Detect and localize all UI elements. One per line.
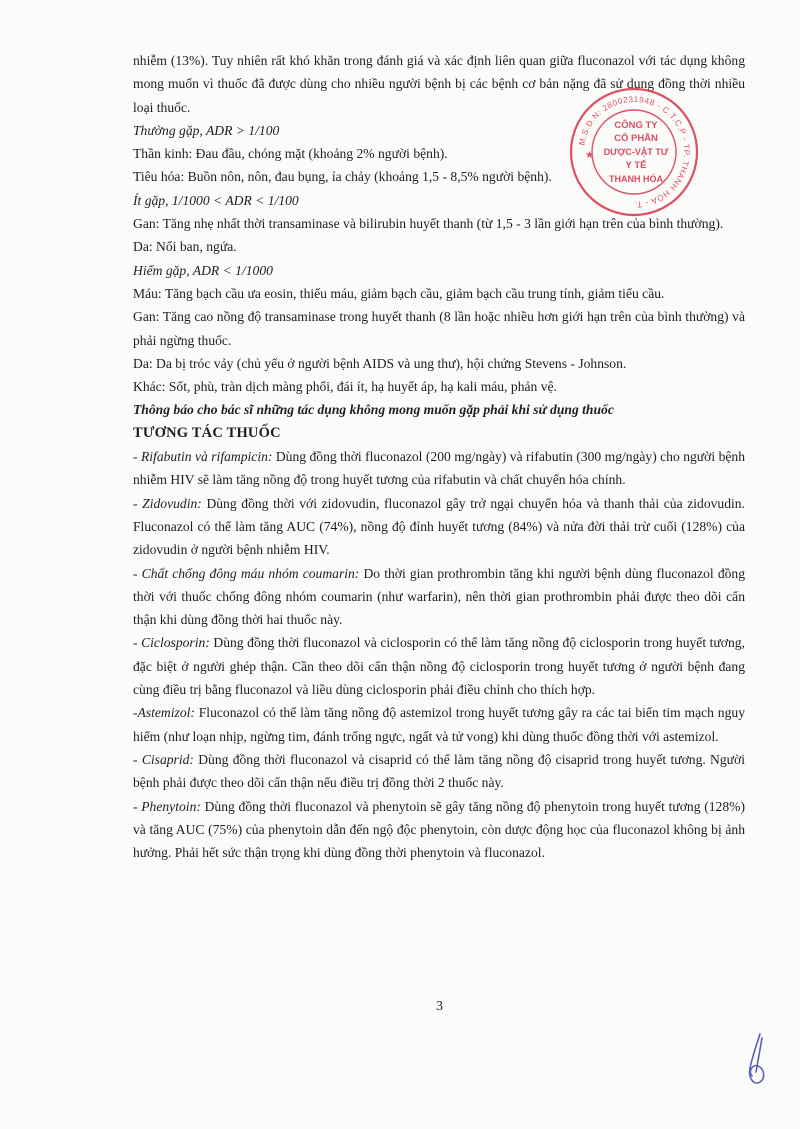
signature-mark bbox=[738, 1032, 778, 1088]
stamp-ring-text: M.S.D.N: 2800231948 - C.T.C.P - TP. THANH HÓA - T. bbox=[577, 94, 692, 210]
rare-adr-item: Khác: Sốt, phù, tràn dịch màng phổi, đái ít, hạ huyết áp, hạ kali máu, phản vệ. bbox=[133, 379, 557, 395]
stamp-line: CỔ PHẦN bbox=[614, 133, 658, 144]
interaction-text: Dùng đồng thời fluconazol và phenytoin sẽ gây tăng nồng độ phenytoin trong huyết tương (128%) và tăng AUC (75%) của phenytoin dẫn đến ngộ độc phenytoin, còn dược động học của fluconazol không bị ảnh hưởng. Phải hết sức thận trọng khi dùng đồng thời phenytoin và fluconazol. bbox=[133, 798, 745, 861]
interaction-item bbox=[133, 701, 745, 748]
interaction-item bbox=[133, 795, 745, 865]
interactions-heading: TƯƠNG TÁC THUỐC bbox=[133, 424, 281, 441]
stamp-line: CÔNG TY bbox=[614, 120, 658, 131]
interaction-text: Fluconazol có thể làm tăng nồng độ astemizol trong huyết tương gây ra các tai biến tim mạch nguy hiểm (như loạn nhịp, ngừng tim, đánh trống ngực, ngất và tử vong) khi dùng thuốc đồng thời với astemizol. bbox=[133, 705, 745, 744]
doctor-notice: Thông báo cho bác sĩ những tác dụng không mong muốn gặp phải khi sử dụng thuốc bbox=[133, 402, 614, 418]
interaction-drug-name: Ciclosporin: bbox=[141, 635, 210, 651]
interaction-drug-name: Phenytoin: bbox=[141, 798, 201, 814]
interaction-drug-name: Zidovudin: bbox=[142, 495, 202, 511]
common-adr-heading: Thường gặp, ADR > 1/100 bbox=[133, 122, 280, 138]
signature-stroke bbox=[750, 1034, 764, 1083]
interaction-item bbox=[133, 748, 745, 795]
interaction-item bbox=[133, 492, 745, 562]
page-number: 3 bbox=[436, 999, 443, 1014]
rare-adr-item: Da: Da bị tróc vảy (chủ yếu ở người bệnh AIDS và ung thư), hội chứng Stevens - Johnson. bbox=[133, 355, 627, 371]
rare-adr-item: Gan: Tăng cao nồng độ transaminase trong huyết thanh (8 lần hoặc nhiều hơn giới hạn trên của bình thường) và phải ngừng thuốc. bbox=[133, 309, 745, 348]
interaction-dash: - bbox=[133, 798, 142, 814]
interaction-drug-name: Astemizol: bbox=[137, 705, 195, 721]
uncommon-adr-heading: Ít gặp, 1/1000 < ADR < 1/100 bbox=[133, 192, 299, 208]
interaction-text: Dùng đồng thời fluconazol (200 mg/ngày) và rifabutin (300 mg/ngày) cho người bệnh nhiễm HIV sẽ làm tăng nồng độ trong huyết tương của rifabutin và chất chuyển hóa chính. bbox=[133, 449, 745, 488]
stamp-seal bbox=[568, 86, 700, 218]
interaction-dash: - bbox=[133, 565, 142, 581]
stamp-star-icon: ★ bbox=[585, 150, 594, 161]
stamp-line: THANH HÓA bbox=[609, 174, 663, 184]
interaction-item bbox=[133, 562, 745, 632]
interaction-dash: - bbox=[133, 635, 142, 651]
interaction-dash: - bbox=[133, 751, 142, 767]
interaction-item bbox=[133, 445, 745, 492]
common-adr-item: Tiêu hóa: Buồn nôn, nôn, đau bụng, ỉa chảy (khoảng 1,5 - 8,5% người bệnh). bbox=[133, 169, 552, 185]
interaction-dash: - bbox=[133, 449, 141, 465]
signature-initial bbox=[738, 1032, 778, 1088]
uncommon-adr-item: Da: Nổi ban, ngứa. bbox=[133, 239, 237, 255]
common-adr-item: Thần kinh: Đau đầu, chóng mặt (khoảng 2% người bệnh). bbox=[133, 146, 448, 162]
interaction-drug-name: Rifabutin và rifampicin: bbox=[140, 449, 273, 465]
interaction-text: Dùng đồng thời với zidovudin, fluconazol gây trở ngại chuyển hóa và thanh thải của zidovudin. Fluconazol có thể làm tăng AUC (74%), nồng độ đỉnh huyết tương (84%) và nửa đời thải trừ cuối (128%) của zidovudin ở người bệnh nhiễm HIV. bbox=[133, 495, 745, 558]
stamp-line: DƯỢC-VẬT TƯ bbox=[603, 147, 669, 157]
stamp-line: Y TẾ bbox=[625, 160, 647, 171]
interaction-drug-name: Cisaprid: bbox=[141, 751, 194, 767]
interaction-drug-name: Chất chống đông máu nhóm coumarin: bbox=[141, 565, 360, 581]
intro-paragraph: nhiễm (13%). Tuy nhiên rất khó khăn trong đánh giá và xác định liên quan giữa fluconazol với tác dụng không mong muốn vì thuốc đã được dùng cho nhiều người bệnh bị các bệnh cơ bản nặng đã sử dụng đồng thời nhiều loại thuốc. bbox=[133, 53, 745, 115]
interaction-text: Do thời gian prothrombin tăng khi người bệnh dùng fluconazol đồng thời với thuốc chống đông nhóm coumarin (như warfarin), nên thời gian prothrombin phải được theo dõi cẩn thận khi dùng đồng thời hai thuốc này. bbox=[133, 565, 746, 628]
interaction-item bbox=[133, 631, 745, 701]
interaction-dash: - bbox=[133, 705, 138, 721]
rare-adr-item: Máu: Tăng bạch cầu ưa eosin, thiếu máu, giảm bạch cầu, giảm bạch cầu trung tính, giảm tiểu cầu. bbox=[133, 285, 665, 301]
uncommon-adr-item: Gan: Tăng nhẹ nhất thời transaminase và bilirubin huyết thanh (từ 1,5 - 3 lần giới hạn trên của bình thường). bbox=[133, 216, 724, 232]
interaction-text: Dùng đồng thời fluconazol và ciclosporin có thể làm tăng nồng độ ciclosporin trong huyết tương, đặc biệt ở người ghép thận. Cần theo dõi cẩn thận nồng độ ciclosporin trong huyết tương ở người bệnh đang cùng điều trị bằng fluconazol và liều dùng ciclosporin phải điều chỉnh cho thích hợp. bbox=[133, 635, 745, 698]
interaction-text: Dùng đồng thời fluconazol và cisaprid có thể làm tăng nồng độ cisaprid trong huyết tương. Người bệnh phải được theo dõi cẩn thận nếu điều trị đồng thời 2 thuốc này. bbox=[133, 751, 745, 791]
company-stamp bbox=[568, 86, 700, 218]
rare-adr-heading: Hiếm gặp, ADR < 1/1000 bbox=[133, 262, 273, 278]
interaction-dash: - bbox=[133, 495, 143, 511]
